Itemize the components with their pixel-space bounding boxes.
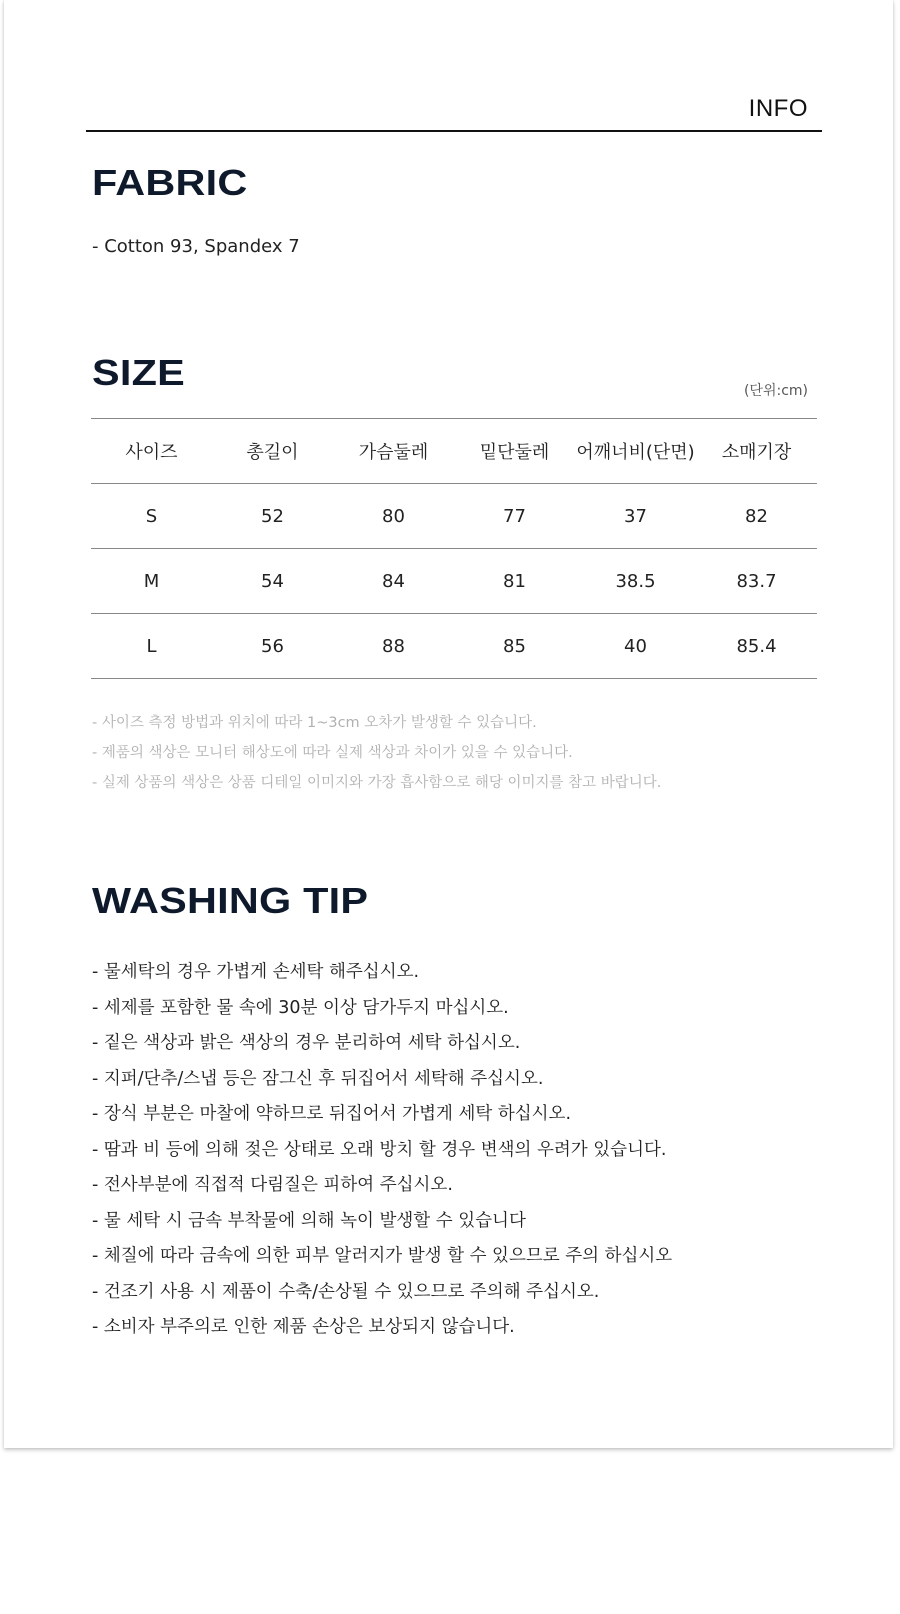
info-divider bbox=[86, 130, 822, 132]
size-header-cell: 어깨너비(단면) bbox=[575, 419, 696, 484]
size-cell: 81 bbox=[454, 549, 575, 614]
washing-tip-item: - 지퍼/단추/스냅 등은 잠그신 후 뒤집어서 세탁해 주십시오. bbox=[92, 1068, 544, 1089]
size-cell: 52 bbox=[212, 484, 333, 549]
washing-tip-item: - 소비자 부주의로 인한 제품 손상은 보상되지 않습니다. bbox=[92, 1317, 515, 1337]
size-cell: 80 bbox=[333, 484, 454, 549]
size-cell: 82 bbox=[696, 484, 817, 549]
size-cell: L bbox=[91, 614, 212, 679]
size-cell: 83.7 bbox=[696, 549, 817, 614]
washing-tip-item: - 물세탁의 경우 가볍게 손세탁 해주십시오. bbox=[92, 962, 420, 982]
washing-tip-item: - 건조기 사용 시 제품이 수축/손상될 수 있으므로 주의해 주십시오. bbox=[92, 1281, 600, 1302]
size-title: SIZE bbox=[92, 352, 185, 393]
size-cell: 56 bbox=[212, 614, 333, 679]
table-row bbox=[91, 549, 817, 614]
size-cell: 77 bbox=[454, 484, 575, 549]
washing-tip-item: - 장식 부분은 마찰에 약하므로 뒤집어서 가볍게 세탁 하십시오. bbox=[92, 1104, 572, 1124]
size-header-cell: 총길이 bbox=[212, 419, 333, 484]
size-cell: M bbox=[91, 549, 212, 614]
size-cell: 54 bbox=[212, 549, 333, 614]
washing-tip-item: - 전사부분에 직접적 다림질은 피하여 주십시오. bbox=[92, 1175, 453, 1195]
table-row bbox=[91, 484, 817, 549]
size-cell: 88 bbox=[333, 614, 454, 679]
table-row bbox=[91, 614, 817, 679]
size-note: - 제품의 색상은 모니터 해상도에 따라 실제 색상과 차이가 있을 수 있습니다. bbox=[92, 745, 573, 761]
washing-tip-item: - 체질에 따라 금속에 의한 피부 알러지가 발생 할 수 있으므로 주의 하십시오 bbox=[92, 1246, 673, 1266]
washing-tip-list bbox=[92, 955, 672, 1346]
size-cell: 85 bbox=[454, 614, 575, 679]
size-table-header-row bbox=[91, 419, 817, 484]
washing-tip-item: - 세제를 포함한 물 속에 30분 이상 담가두지 마십시오. bbox=[92, 997, 509, 1018]
size-cell: 84 bbox=[333, 549, 454, 614]
size-cell: S bbox=[91, 484, 212, 549]
size-cell: 85.4 bbox=[696, 614, 817, 679]
info-label: INFO bbox=[748, 95, 808, 122]
info-card bbox=[4, 0, 893, 1448]
size-notes bbox=[92, 708, 661, 798]
washing-tip-item: - 땀과 비 등에 의해 젖은 상태로 오래 방치 할 경우 변색의 우려가 있습니다. bbox=[92, 1139, 667, 1160]
size-cell: 40 bbox=[575, 614, 696, 679]
fabric-composition: - Cotton 93, Spandex 7 bbox=[92, 236, 300, 257]
size-table bbox=[91, 418, 817, 679]
size-note: - 사이즈 측정 방법과 위치에 따라 1~3cm 오차가 발생할 수 있습니다. bbox=[92, 715, 537, 731]
size-cell: 37 bbox=[575, 484, 696, 549]
fabric-title: FABRIC bbox=[92, 162, 248, 203]
size-header-cell: 소매기장 bbox=[696, 419, 817, 484]
size-header-cell: 밑단둘레 bbox=[454, 419, 575, 484]
size-header-cell: 사이즈 bbox=[91, 419, 212, 484]
washing-tip-title: WASHING TIP bbox=[92, 880, 369, 921]
washing-tip-item: - 짙은 색상과 밝은 색상의 경우 분리하여 세탁 하십시오. bbox=[92, 1033, 521, 1053]
size-note: - 실제 상품의 색상은 상품 디테일 이미지와 가장 흡사함으로 해당 이미지를 참고 바랍니다. bbox=[92, 775, 662, 791]
size-cell: 38.5 bbox=[575, 549, 696, 614]
washing-tip-item: - 물 세탁 시 금속 부착물에 의해 녹이 발생할 수 있습니다 bbox=[92, 1210, 526, 1231]
size-header-cell: 가슴둘레 bbox=[333, 419, 454, 484]
size-unit-label: (단위:cm) bbox=[743, 383, 808, 399]
